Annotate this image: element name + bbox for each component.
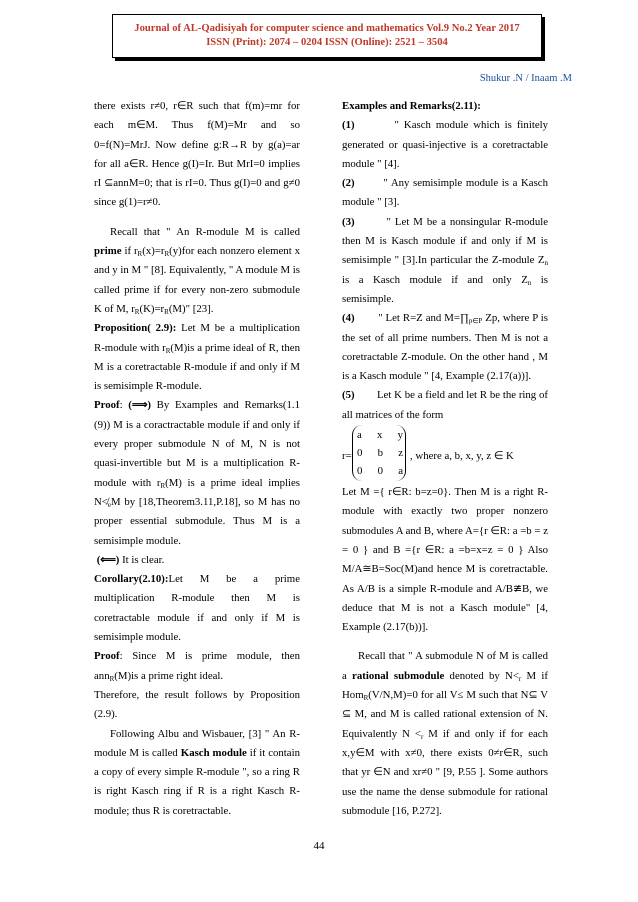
example-3: (3) " Let M be a nonsingular R-module then M is Kasch module if and only if M is semisimple " [3].In particular the Z-module $Z_n$ is a Kasch module if and only $Z_n$ is semisimple. bbox=[342, 215, 549, 305]
corollary-proof: Proof: Since M is prime module, then ann$_R$(M)is a prime right ideal. bbox=[94, 650, 300, 683]
right-column bbox=[342, 97, 548, 821]
term-rational-submodule: rational submodule bbox=[352, 669, 445, 682]
examples-heading: Examples and Remarks(2.11): bbox=[342, 100, 481, 112]
journal-title-line: Journal of AL-Qadisiyah for computer science and mathematics Vol.9 No.2 Year 2017 bbox=[134, 23, 520, 34]
journal-header bbox=[112, 14, 542, 58]
proof-label: Proof bbox=[94, 650, 120, 663]
term-prime: prime bbox=[94, 245, 122, 258]
paragraph-rational-submodule: Recall that " A submodule N of M is called a rational submodule denoted by $N<_r$ M if Hom$_R$(V/N,M)=0 for all V≤ M such that N⊆ V ⊆ M, and M is called rational extension of N. Equivalently $N <_r$ M if and only if for each x,y∈M with x≠0, there exists 0≠r∈R, such that yr ∈N and xr≠0 " [9, P.55 ]. Some authors use the name the dense submodule for rational submodule [16, P.272]. bbox=[342, 650, 548, 817]
left-column bbox=[94, 97, 300, 821]
matrix-form bbox=[342, 425, 548, 483]
running-authors: Shukur .N / Inaam .M bbox=[479, 73, 572, 84]
proposition-label: Proposition( 2.9): bbox=[94, 322, 177, 335]
example-5: (5) Let K be a field and let R be the ring of all matrices of the form bbox=[342, 389, 548, 421]
proof-forward: Proof: (⟹) By Examples and Remarks(1.1 (9)) M is a coractractable module if and only if every proper submodule N of M, N is not quasi-invertible but M is a multiplication R-module with $r_R(M)$ is a prime ideal implies $N≮_eM$ by [18,Theorem3.11,P.18], so M has no proper essential submodule. Thus M is a semisimple module. bbox=[94, 399, 300, 547]
paragraph-proof-continuation: there exists r≠0, r∈R such that f(m)=mr for each m∈M. Thus f(M)=Mr and so 0=f(N)=MrJ. Now define g:R→R by g(a)=ar for all a∈R. Hence g(I)=Ir. But MrI=0 implies rI ⊆annM=0; that is rI=0. Thus g(I)=0 and g≠0 since g(1)=r≠0. bbox=[94, 100, 300, 209]
journal-issn-line: ISSN (Print): 2074 – 0204 ISSN (Online): 2521 – 3504 bbox=[206, 37, 448, 48]
paragraph-prime-definition: Recall that " An R-module M is called prime if $r_R(x)=r_R(y)for$ each nonzero element x and y in M " [8]. Equivalently, " A module M is called prime if for every non-zero submodule K of M, $r_R(K)=r_R(M)$" [23]. bbox=[94, 225, 300, 316]
example-4: (4) " Let R=Z and $M=\prod_{p\in P}$ Zp, where P is the set of all prime numbers. Then M is not a coretractable Z-module. On the other hand , M is a Kasch module " [4, Example (2.17(a))]. bbox=[342, 312, 548, 383]
matrix-row-3: 0 0 a bbox=[357, 465, 403, 478]
term-kasch-module: Kasch module bbox=[180, 746, 247, 759]
corollary-label: Corollary(2.10): bbox=[94, 573, 169, 586]
proposition-2-9: Proposition( 2.9): Let M be a multiplication R-module with $r_R(M)is$ a prime ideal of R, then M is a coretractable R-module if and only if M is semisimple R-module. bbox=[94, 322, 300, 393]
example-5-body: Let M ={ r∈R: b=z=0}. Then M is a right R-module with exactly two proper nonzero submodules A and B, where A={r ∈R: a =b = z = 0 } and B ={r ∈R: a =b=x=z = 0 } Also M/A≅B=Soc(M)and hence M is coretractable. As A/B is a simple R-module and A/B≇B, we deduce that M is not a Kasch module" [4, Example (2.17(b))]. bbox=[342, 486, 548, 634]
paragraph-kasch-definition: Following Albu and Wisbauer, [3] " An R-module M is called Kasch module if it contain a copy of every simple R-module ", so a ring R is right Kasch ring if R is a right Kasch R-module; thus R is coretractable. bbox=[94, 727, 300, 817]
example-1: (1) " Kasch module which is finitely generated or quasi-injective is a coretractable module " [4]. bbox=[342, 119, 549, 170]
matrix-row-2: 0 b z bbox=[357, 447, 403, 460]
proof-converse: (⟸) It is clear. bbox=[96, 553, 165, 566]
page-number: 44 bbox=[313, 840, 325, 852]
matrix-brackets bbox=[352, 425, 406, 481]
matrix-label: r= bbox=[342, 450, 352, 463]
example-2: (2) " Any semisimple module is a Kasch module " [3]. bbox=[342, 177, 548, 209]
matrix-condition: , where a, b, x, y, z ∈ K bbox=[410, 450, 514, 463]
corollary-proof-conclusion: Therefore, the result follows by Proposition (2.9). bbox=[94, 688, 300, 721]
matrix-row-1: a x y bbox=[357, 429, 403, 442]
proof-label: Proof bbox=[94, 399, 120, 412]
corollary-2-10: Corollary(2.10):Let M be a prime multiplication R-module then M is coretractable module if and only if M is semisimple module. bbox=[94, 573, 300, 644]
